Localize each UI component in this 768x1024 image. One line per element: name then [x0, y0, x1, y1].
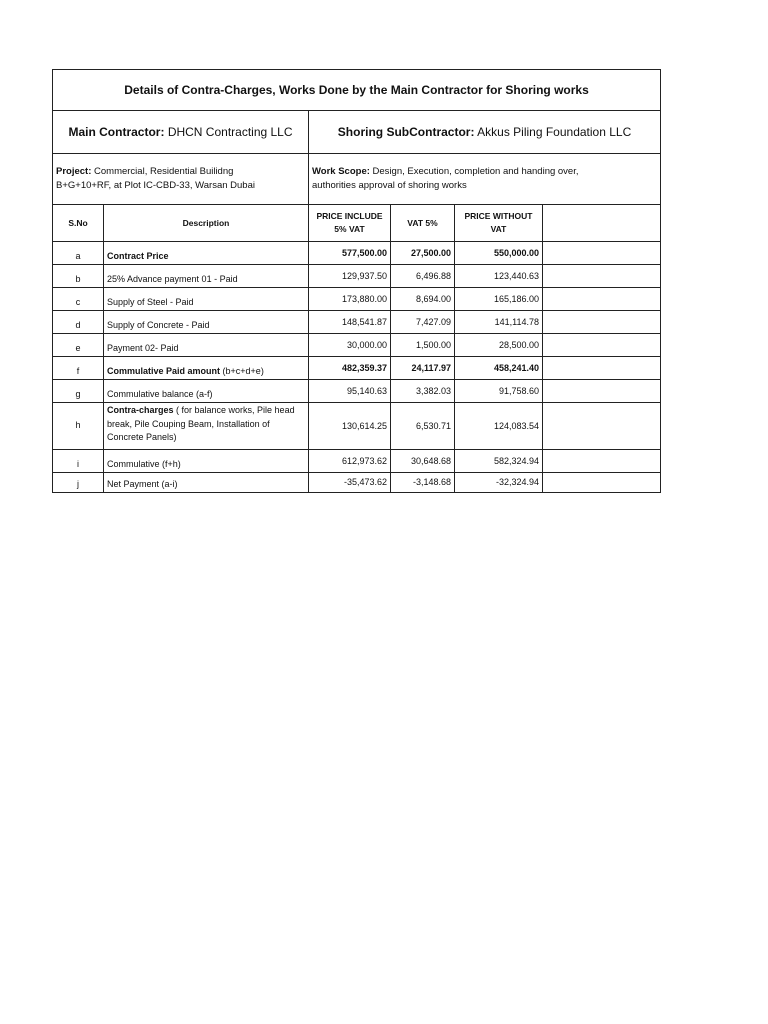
row-description-label: 25% Advance payment 01 - Paid	[107, 274, 238, 284]
table-row	[53, 357, 661, 380]
project-line2: B+G+10+RF, at Plot IC-CBD-33, Warsan Dubai	[56, 180, 255, 191]
row-vat: 8,694.00	[391, 288, 455, 311]
row-price-incl: -35,473.62	[309, 473, 391, 493]
row-price-incl: 30,000.00	[309, 334, 391, 357]
row-blank	[543, 473, 661, 493]
table-row	[53, 403, 661, 450]
row-vat: 6,496.88	[391, 265, 455, 288]
row-price-incl: 173,880.00	[309, 288, 391, 311]
row-price-excl: 141,114.78	[455, 311, 543, 334]
row-description	[104, 473, 309, 493]
row-blank	[543, 288, 661, 311]
row-description-label: Supply of Steel - Paid	[107, 297, 194, 307]
table-row	[53, 288, 661, 311]
column-header-row	[53, 205, 661, 242]
row-description-label: Contract Price	[107, 251, 169, 261]
main-contractor-cell	[53, 111, 309, 154]
table-row	[53, 242, 661, 265]
row-sno: g	[53, 380, 104, 403]
row-vat: 1,500.00	[391, 334, 455, 357]
header-price-incl-line1: PRICE INCLUDE	[316, 211, 383, 221]
row-vat: 24,117.97	[391, 357, 455, 380]
header-price-excl	[455, 205, 543, 242]
row-sno: b	[53, 265, 104, 288]
row-description	[104, 242, 309, 265]
subcontractor-value: Akkus Piling Foundation LLC	[477, 124, 632, 139]
table-row	[53, 450, 661, 473]
table-row	[53, 473, 661, 493]
row-description-label: Net Payment (a-i)	[107, 479, 178, 489]
row-sno: e	[53, 334, 104, 357]
row-vat: -3,148.68	[391, 473, 455, 493]
row-description	[104, 357, 309, 380]
row-price-incl: 577,500.00	[309, 242, 391, 265]
row-blank	[543, 242, 661, 265]
row-price-excl: 165,186.00	[455, 288, 543, 311]
table-row	[53, 380, 661, 403]
sheet-title: Details of Contra-Charges, Works Done by the Main Contractor for Shoring works	[53, 70, 661, 111]
project-cell	[53, 154, 309, 205]
row-blank	[543, 380, 661, 403]
row-sno: d	[53, 311, 104, 334]
row-price-excl: 124,083.54	[455, 403, 543, 450]
row-blank	[543, 265, 661, 288]
row-blank	[543, 311, 661, 334]
row-description-label: Commulative balance (a-f)	[107, 389, 213, 399]
table-row	[53, 265, 661, 288]
row-description	[104, 403, 309, 450]
header-description: Description	[104, 205, 309, 242]
header-vat: VAT 5%	[391, 205, 455, 242]
row-vat: 30,648.68	[391, 450, 455, 473]
row-price-excl: 123,440.63	[455, 265, 543, 288]
row-description	[104, 380, 309, 403]
header-price-excl-line2: VAT	[490, 224, 507, 234]
row-sno: h	[53, 403, 104, 450]
row-price-excl: 91,758.60	[455, 380, 543, 403]
row-description-label: Commulative Paid amount	[107, 366, 221, 376]
row-description-extra: (b+c+d+e)	[220, 366, 264, 376]
row-description-label: Commulative (f+h)	[107, 459, 181, 469]
main-contractor-label: Main Contractor:	[68, 124, 165, 139]
row-blank	[543, 450, 661, 473]
row-price-excl: 28,500.00	[455, 334, 543, 357]
row-vat: 7,427.09	[391, 311, 455, 334]
row-description-label: Supply of Concrete - Paid	[107, 320, 210, 330]
row-description	[104, 265, 309, 288]
main-contractor-value: DHCN Contracting LLC	[167, 124, 293, 139]
info-row	[53, 154, 661, 205]
row-price-excl: 550,000.00	[455, 242, 543, 265]
row-description	[104, 450, 309, 473]
project-line1: Commercial, Residential Builidng	[94, 166, 234, 177]
contra-charges-table	[52, 69, 661, 493]
header-blank	[543, 205, 661, 242]
row-vat: 27,500.00	[391, 242, 455, 265]
work-scope-cell	[309, 154, 661, 205]
work-scope-label: Work Scope:	[312, 166, 370, 177]
subcontractor-label: Shoring SubContractor:	[337, 124, 475, 139]
table-row	[53, 334, 661, 357]
row-price-incl: 95,140.63	[309, 380, 391, 403]
row-price-excl: 582,324.94	[455, 450, 543, 473]
row-sno: i	[53, 450, 104, 473]
title-row	[53, 70, 661, 111]
row-vat: 3,382.03	[391, 380, 455, 403]
row-price-incl: 148,541.87	[309, 311, 391, 334]
row-sno: f	[53, 357, 104, 380]
header-price-incl	[309, 205, 391, 242]
row-description-label: Payment 02- Paid	[107, 343, 179, 353]
header-price-incl-line2: 5% VAT	[334, 224, 365, 234]
row-blank	[543, 403, 661, 450]
row-sno: c	[53, 288, 104, 311]
subcontractor-cell	[309, 111, 661, 154]
row-sno: a	[53, 242, 104, 265]
row-description	[104, 311, 309, 334]
row-description-extra: ( for balance works, Pile head break, Pile Couping Beam, Installation of Concrete Panels)	[107, 405, 295, 442]
table-row	[53, 311, 661, 334]
header-sno: S.No	[53, 205, 104, 242]
row-description	[104, 334, 309, 357]
row-price-incl: 130,614.25	[309, 403, 391, 450]
row-blank	[543, 334, 661, 357]
project-label: Project:	[56, 166, 92, 177]
row-price-excl: 458,241.40	[455, 357, 543, 380]
row-price-incl: 129,937.50	[309, 265, 391, 288]
row-blank	[543, 357, 661, 380]
row-price-incl: 482,359.37	[309, 357, 391, 380]
row-description-label: Contra-charges	[107, 405, 174, 415]
row-price-incl: 612,973.62	[309, 450, 391, 473]
header-price-excl-line1: PRICE WITHOUT	[464, 211, 533, 221]
party-row	[53, 111, 661, 154]
row-vat: 6,530.71	[391, 403, 455, 450]
row-sno: j	[53, 473, 104, 493]
work-scope-line1: Design, Execution, completion and handing over,	[372, 166, 579, 177]
row-price-excl: -32,324.94	[455, 473, 543, 493]
row-description	[104, 288, 309, 311]
contra-charges-sheet	[52, 69, 660, 493]
work-scope-line2: authorities approval of shoring works	[312, 180, 467, 191]
